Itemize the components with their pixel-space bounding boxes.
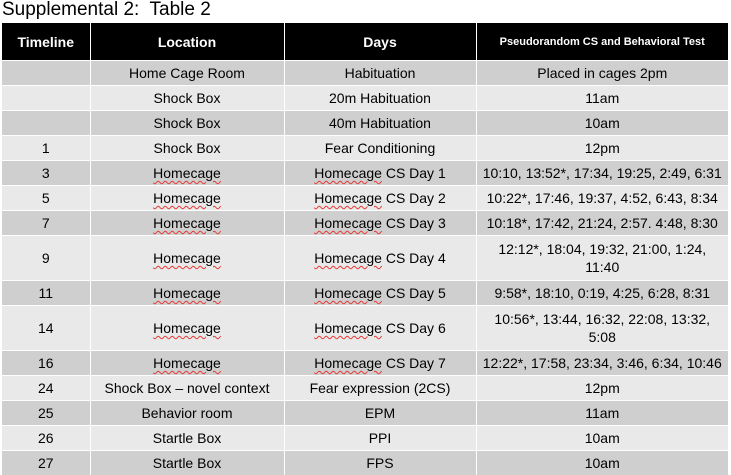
- cs-cell: 10:18*, 17:42, 21:24, 2:57. 4:48, 8:30: [476, 211, 728, 236]
- timeline-cell: [2, 61, 90, 86]
- timeline-cell: 26: [2, 426, 90, 451]
- location-text: Homecage: [153, 285, 221, 301]
- table-row: [2, 451, 728, 475]
- days-text: Homecage: [314, 190, 382, 206]
- cs-cell: 12:22*, 17:58, 23:34, 3:46, 6:34, 10:46: [476, 351, 728, 376]
- days-cell: [284, 426, 476, 451]
- timeline-cell: 11: [2, 281, 90, 306]
- timeline-cell: 3: [2, 161, 90, 186]
- days-cell: [284, 136, 476, 161]
- cs-cell: 10am: [476, 111, 728, 136]
- location-cell: [90, 306, 284, 351]
- timeline-cell: 25: [2, 401, 90, 426]
- location-text: Homecage: [153, 165, 221, 181]
- location-text: Homecage: [153, 190, 221, 206]
- header-cs-test: Pseudorandom CS and Behavioral Test: [476, 23, 728, 61]
- days-text: Homecage: [314, 285, 382, 301]
- days-cell: [284, 61, 476, 86]
- timeline-cell: 5: [2, 186, 90, 211]
- table-row: [2, 426, 728, 451]
- table-title: Supplemental 2: Table 2: [2, 0, 211, 20]
- timeline-cell: 14: [2, 306, 90, 351]
- table-row: [2, 306, 728, 351]
- cs-cell: 10:10, 13:52*, 17:34, 19:25, 2:49, 6:31: [476, 161, 728, 186]
- timeline-cell: 27: [2, 451, 90, 475]
- days-suffix: CS Day 1: [382, 165, 446, 181]
- location-cell: Home Cage Room: [90, 61, 284, 86]
- days-text: Homecage: [314, 215, 382, 231]
- days-text: Homecage: [314, 250, 382, 266]
- location-cell: [90, 186, 284, 211]
- table-row: [2, 111, 728, 136]
- cs-cell: 10:22*, 17:46, 19:37, 4:52, 6:43, 8:34: [476, 186, 728, 211]
- cs-cell: 12:12*, 18:04, 19:32, 21:00, 1:24, 11:40: [476, 236, 728, 281]
- location-cell: Startle Box: [90, 426, 284, 451]
- days-suffix: CS Day 6: [382, 320, 446, 336]
- location-text: Homecage: [153, 250, 221, 266]
- days-cell: [284, 376, 476, 401]
- days-cell: [284, 211, 476, 236]
- timeline-cell: 1: [2, 136, 90, 161]
- days-suffix: CS Day 7: [382, 355, 446, 371]
- location-cell: [90, 161, 284, 186]
- cs-cell: 10am: [476, 426, 728, 451]
- days-suffix: CS Day 4: [382, 250, 446, 266]
- days-cell: [284, 401, 476, 426]
- days-text: Fear Conditioning: [325, 140, 436, 156]
- location-cell: [90, 236, 284, 281]
- table-row: [2, 86, 728, 111]
- days-cell: [284, 161, 476, 186]
- location-cell: [90, 211, 284, 236]
- days-text: Fear expression (2CS): [310, 380, 451, 396]
- location-text: Homecage: [153, 355, 221, 371]
- location-text: Homecage: [153, 215, 221, 231]
- timeline-cell: [2, 111, 90, 136]
- cs-cell: Placed in cages 2pm: [476, 61, 728, 86]
- location-cell: [90, 351, 284, 376]
- table-row: [2, 401, 728, 426]
- days-cell: [284, 111, 476, 136]
- location-cell: Behavior room: [90, 401, 284, 426]
- schedule-table: [2, 23, 728, 475]
- days-cell: [284, 306, 476, 351]
- timeline-cell: 24: [2, 376, 90, 401]
- timeline-cell: 16: [2, 351, 90, 376]
- cs-cell: 11am: [476, 401, 728, 426]
- header-row: [2, 23, 728, 61]
- location-cell: Shock Box: [90, 111, 284, 136]
- days-cell: [284, 281, 476, 306]
- cs-cell: 12pm: [476, 136, 728, 161]
- days-suffix: CS Day 2: [382, 190, 446, 206]
- days-cell: [284, 86, 476, 111]
- table-row: [2, 211, 728, 236]
- header-timeline: Timeline: [2, 23, 90, 61]
- timeline-cell: 7: [2, 211, 90, 236]
- table-row: [2, 186, 728, 211]
- table-row: [2, 136, 728, 161]
- timeline-cell: [2, 86, 90, 111]
- cs-cell: 12pm: [476, 376, 728, 401]
- days-text: Homecage: [314, 320, 382, 336]
- location-cell: Startle Box: [90, 451, 284, 475]
- location-text: Homecage: [153, 320, 221, 336]
- table-row: [2, 161, 728, 186]
- cs-cell: 11am: [476, 86, 728, 111]
- location-cell: [90, 281, 284, 306]
- table-row: [2, 376, 728, 401]
- days-cell: [284, 451, 476, 475]
- days-text: EPM: [365, 405, 395, 421]
- location-cell: Shock Box – novel context: [90, 376, 284, 401]
- days-text: PPI: [369, 430, 392, 446]
- timeline-cell: 9: [2, 236, 90, 281]
- table-row: [2, 281, 728, 306]
- days-text: Homecage: [314, 165, 382, 181]
- cs-cell: 9:58*, 18:10, 0:19, 4:25, 6:28, 8:31: [476, 281, 728, 306]
- cs-cell: 10am: [476, 451, 728, 475]
- location-cell: Shock Box: [90, 86, 284, 111]
- days-text: Homecage: [314, 355, 382, 371]
- days-suffix: CS Day 3: [382, 215, 446, 231]
- days-cell: [284, 186, 476, 211]
- days-cell: [284, 236, 476, 281]
- table-row: [2, 236, 728, 281]
- header-location: Location: [90, 23, 284, 61]
- table-row: [2, 61, 728, 86]
- table-row: [2, 351, 728, 376]
- days-cell: [284, 351, 476, 376]
- header-days: Days: [284, 23, 476, 61]
- days-text: Habituation: [345, 65, 416, 81]
- cs-cell: 10:56*, 13:44, 16:32, 22:08, 13:32, 5:08: [476, 306, 728, 351]
- days-text: 40m Habituation: [329, 115, 431, 131]
- days-suffix: CS Day 5: [382, 285, 446, 301]
- location-cell: Shock Box: [90, 136, 284, 161]
- days-text: 20m Habituation: [329, 90, 431, 106]
- days-text: FPS: [366, 455, 393, 471]
